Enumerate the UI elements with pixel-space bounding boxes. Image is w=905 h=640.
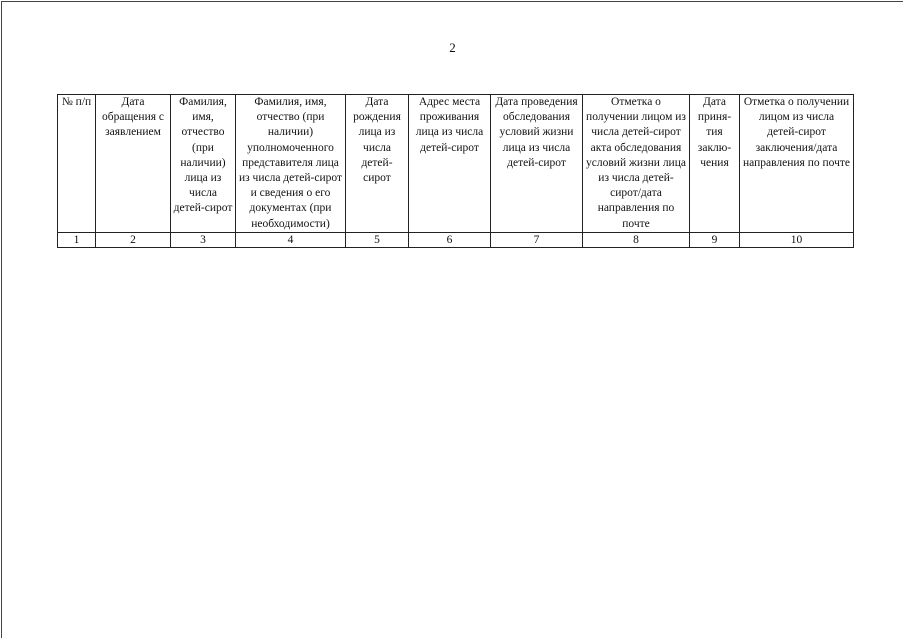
- header-row: [58, 95, 854, 233]
- column-number-row: [58, 232, 854, 247]
- column-number-cell: 4: [236, 232, 346, 247]
- column-number-cell: 7: [491, 232, 583, 247]
- column-number-cell: 10: [740, 232, 854, 247]
- header-cell-request-date: Дата обращения с заявлением: [96, 95, 171, 233]
- column-number-cell: 8: [583, 232, 690, 247]
- header-cell-orphan-name: Фамилия, имя, отчество (при наличии) лица из числа детей-сирот: [171, 95, 236, 233]
- column-number-cell: 2: [96, 232, 171, 247]
- header-cell-birth-date: Дата рождения лица из числа детей-сирот: [346, 95, 409, 233]
- register-table: [57, 94, 854, 248]
- column-number-cell: 6: [409, 232, 491, 247]
- header-cell-act-receipt: Отметка о получении лицом из числа детей-сирот акта обследования условий жизни лица из числа детей-сирот/дата направления по почте: [583, 95, 690, 233]
- page-number: 2: [449, 40, 456, 55]
- column-number-cell: 1: [58, 232, 96, 247]
- column-number-cell: 9: [690, 232, 740, 247]
- header-cell-address: Адрес места проживания лица из числа детей-сирот: [409, 95, 491, 233]
- column-number-cell: 3: [171, 232, 236, 247]
- header-cell-number: № п/п: [58, 95, 96, 233]
- header-cell-representative: Фамилия, имя, отчество (при наличии) уполномоченного представителя лица из числа детей-сирот и сведения о его документах (при необходимости): [236, 95, 346, 233]
- header-cell-inspection-date: Дата проведения обследования условий жизни лица из числа детей-сирот: [491, 95, 583, 233]
- header-cell-conclusion-date: Дата приня-тия заклю-чения: [690, 95, 740, 233]
- header-cell-conclusion-receipt: Отметка о получении лицом из числа детей-сирот заключения/дата направления по почте: [740, 95, 854, 233]
- column-number-cell: 5: [346, 232, 409, 247]
